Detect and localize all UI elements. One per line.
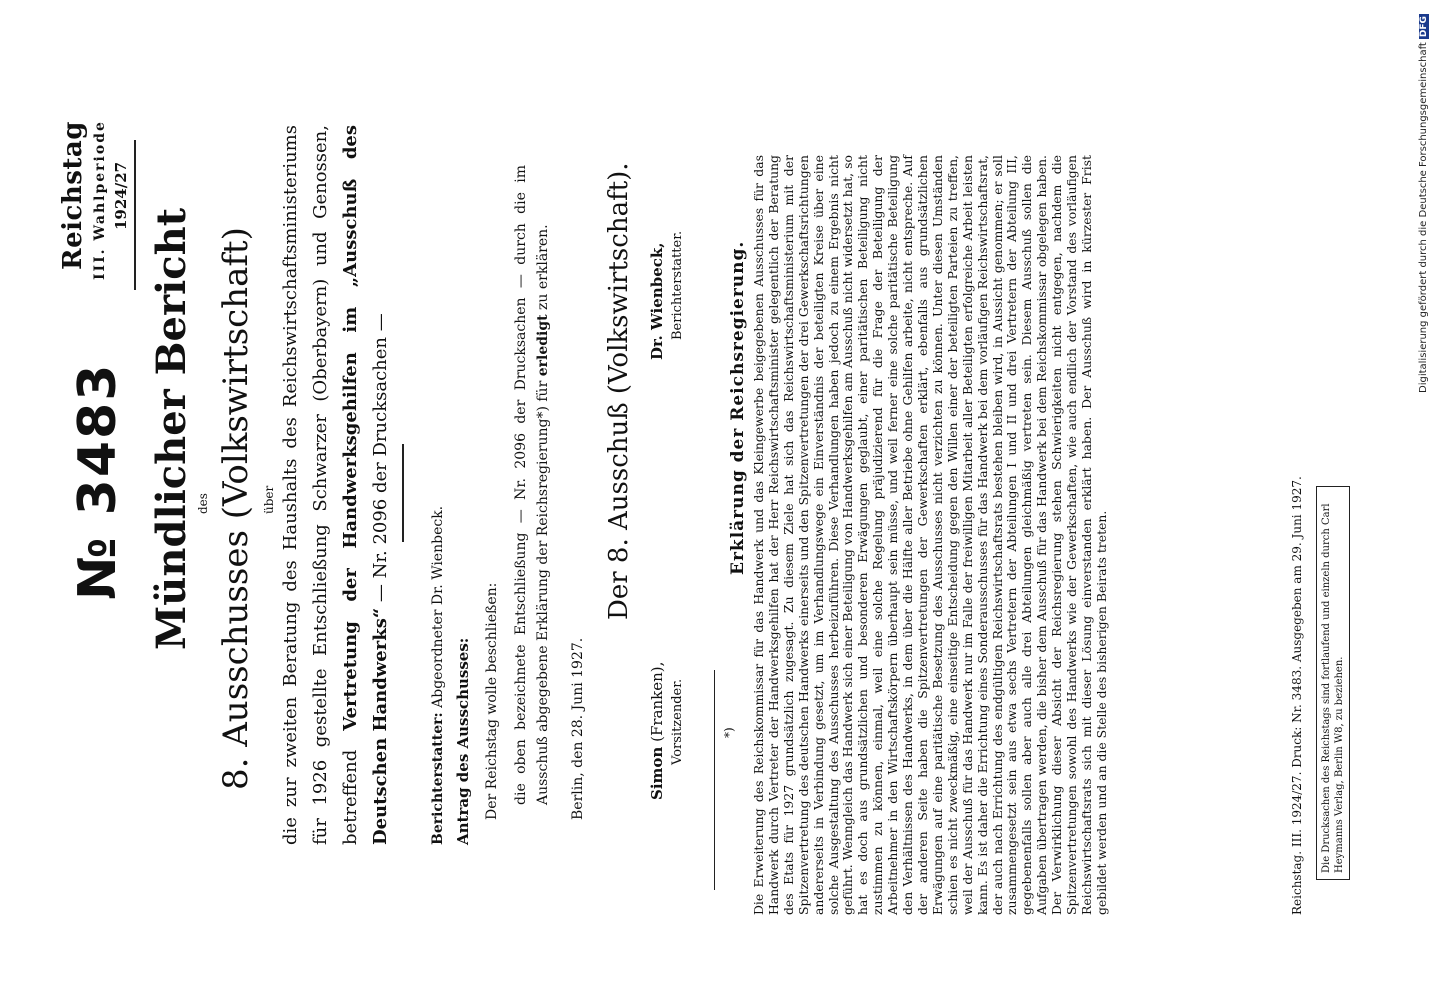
rapporteur-name: Dr. Wienbeck, [648, 242, 666, 360]
committee-title: 8. Ausschusses (Volkswirtschaft) [216, 227, 256, 790]
date-line: Berlin, den 28. Juni 1927. [570, 637, 586, 820]
erklaerung-bold: erledigt [535, 314, 551, 377]
divider-rule [402, 444, 404, 542]
berichterstatter-value: Abgeordneter Dr. Wienbeck. [430, 505, 446, 713]
chair-role: Vorsitzender. [670, 678, 685, 765]
dfg-credit-inner [1418, 14, 1429, 393]
footnote-rule [714, 670, 715, 890]
chair-signature [648, 662, 666, 800]
regierung-heading: Erklärung der Reichsregierung. [728, 240, 748, 575]
document-title: Mündlicher Bericht [148, 207, 195, 650]
footnote-star: *) [722, 727, 736, 738]
subject-part2: — Nr. 2096 der Drucksachen — [370, 313, 391, 608]
chair-name: Simon [648, 746, 666, 800]
dfg-credit [1418, 16, 1432, 395]
chair-place: (Franken), [648, 661, 666, 747]
ausschuss-signature: Der 8. Ausschuß (Volkswirtschaft). [604, 162, 634, 620]
subject-part1: die zur zweiten Beratung des Haushalts des Reichswirtschaftsministeriums für 1926 gestellte Entschließung Schwarzer (Oberbayern) und Genossen, betreffend [280, 125, 361, 845]
berichterstatter-label: Berichterstatter: [430, 712, 446, 845]
erklaerung-part1: die oben bezeichnete Entschließung — Nr. 2096 der Drucksachen — durch die im Ausschuß abgegebene Erklärung der Reichsregierung*) für [513, 165, 551, 805]
years-label: 1924/27 [112, 161, 130, 230]
document-number: № 3483 [68, 362, 128, 600]
beschliessen-text: Der Reichstag wolle beschließen: [484, 582, 500, 820]
dfg-credit-text: Digitalisierung gefördert durch die Deutsche Forschungsgemeinschaft [1418, 42, 1429, 393]
subject-paragraph [276, 125, 396, 845]
print-footer: Reichstag. III. 1924/27. Druck: Nr. 3483. Ausgegeben am 29. Juni 1927. [1290, 476, 1304, 915]
publisher-box: Die Drucksachen des Reichstags sind fortlaufend und einzeln durch Carl Heymanns Verlag, Berlin W8, zu beziehen. [1316, 486, 1350, 880]
des-label: des [196, 493, 210, 514]
rapporteur-role: Berichterstatter. [670, 230, 685, 340]
regierung-text: Die Erweiterung des Reichskommissar für das Handwerk und das Kleingewerbe beigegebenen Ausschusses für das Handwerk durch Vertreter der Handwerksgehilfen hat der Herr Reichswirtschaftsminister gelegentlich der Beratung des Etats für 1927 grundsätzlich zugesagt. Zu diesem Ziele hat sich das Reichswirtschaftsministerium mit der Spitzenvertretung des deutschen Handwerks einerseits und den Spitzenvertretungen der drei Gewerkschaftsrichtungen andererseits in Verbindung gesetzt, um im Verhandlungswege ein Einverständnis der beteiligten Kreise über eine solche Ausgestaltung des Ausschusses herbeizuführen. Diese Verhandlungen haben jedoch zu einem Ergebnis nicht geführt. Wenngleich das Handwerk sich einer Beteiligung von Handwerksgehilfen am Ausschuß nicht widersetzt hat, so hat es doch aus grundsätzlichen und besonderen Erwägungen geglaubt, einer paritätischen Beteiligung nicht zustimmen zu können, einmal, weil eine solche Regelung präjudizierend für die Frage der Beteiligung der Arbeitnehmer in den Wirtschaftskörpern überhaupt sein müsse, und weil ferner eine solche paritätische Beteiligung den Verhältnissen des Handwerks, in dem über die Hälfte aller Betriebe ohne Gehilfen arbeite, nicht entspreche. Auf der anderen Seite haben die Spitzenvertretungen der Gewerkschaften erklärt, ebenfalls aus grundsätzlichen Erwägungen auf eine paritätische Besetzung des Ausschusses nicht verzichten zu können. Unter diesen Umständen schien es nicht zweckmäßig, eine einseitige Entscheidung gegen den Willen einer der beteiligten Parteien zu treffen, weil der Ausschuß für das Handwerk nur im Falle der freiwilligen Mitarbeit aller Beteiligten erfolgreiche Arbeit leisten kann. Es ist daher die Errichtung eines Sonderausschusses für das Handwerk bei dem vorläufigen Reichswirtschaftsrat, der auch nach Errichtung des endgültigen Reichswirtschaftsrats bestehen bleiben wird, in Aussicht genommen; er soll zusammengesetzt sein aus etwa sechs Vertretern der Abteilungen I und II und drei Vertretern der Abteilung III, gegebenenfalls sollen aber auch alle drei Abteilungen gleichmäßig vertreten sein. Diesem Ausschuß sollen die Aufgaben übertragen werden, die bisher dem Ausschuß für das Handwerk bei dem Reichskommissar obgelegen haben. Der Verwirklichung dieser Absicht der Reichsregierung stehen Schwierigkeiten nicht entgegen, nachdem die Spitzenvertretungen sowohl des Handwerks wie der Gewerkschaften, wie auch endlich der Vorstand des vorläufigen Reichswirtschaftsrats sich mit dieser Lösung einverstanden erklärt haben. Der Ausschuß wird in kürzester Frist gebildet werden und an die Stelle des bisherigen Beirats treten. [751, 155, 1109, 915]
ueber-label: über [262, 485, 276, 514]
wahlperiode-label: III. Wahlperiode [92, 120, 108, 280]
dfg-logo-icon: DFG [1419, 16, 1429, 38]
antrag-heading: Antrag des Ausschusses: [454, 637, 472, 845]
erklaerung-part2: zu erklären. [535, 224, 551, 315]
reichstag-label: Reichstag [58, 121, 88, 270]
header-rule [134, 140, 136, 290]
subject-bold: Vertretung der Handwerksgehilfen im „Ausschuß des Deutschen Handwerks“ [340, 125, 391, 845]
erklaerung-paragraph [510, 165, 554, 805]
berichterstatter-line [430, 506, 446, 845]
